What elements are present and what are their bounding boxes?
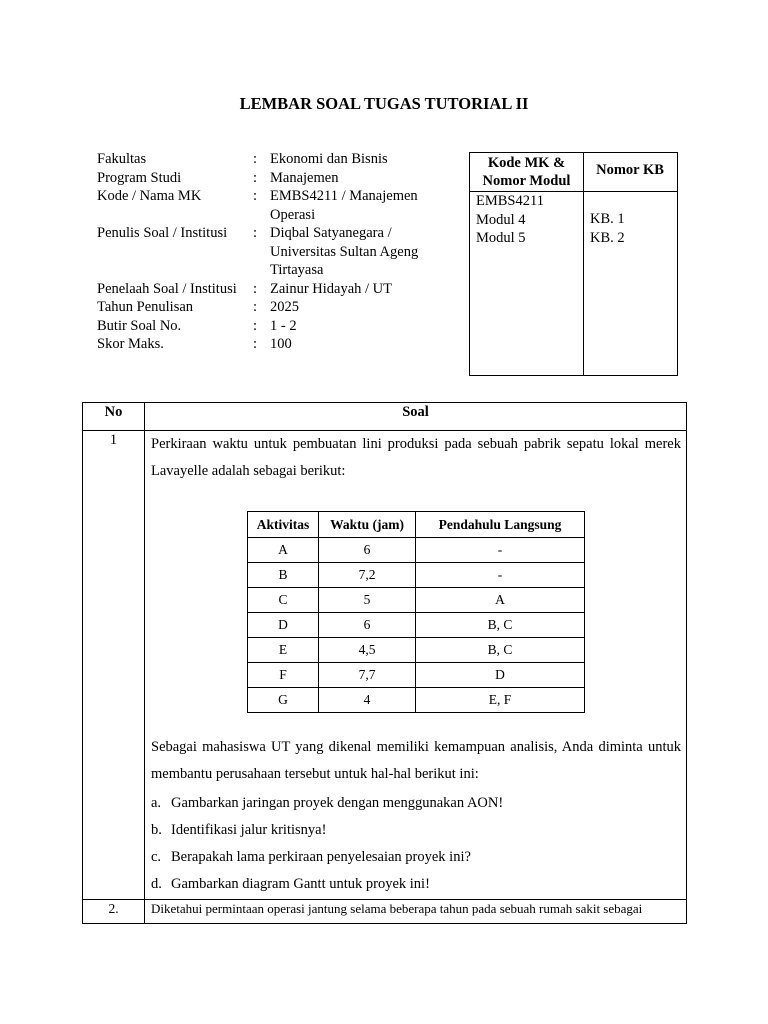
info-colon: : [253, 280, 258, 297]
info-row-program-studi [97, 169, 457, 188]
info-value: 100 [270, 336, 292, 352]
column-divider [583, 153, 584, 375]
row-divider [83, 899, 686, 900]
question-number: 1 [109, 432, 118, 448]
header-soal: Soal [402, 404, 429, 420]
table-cell: 6 [319, 613, 416, 638]
modul-item: Modul 5 [476, 230, 526, 246]
table-cell: B, C [416, 638, 585, 663]
info-value: 2025 [270, 299, 299, 315]
info-row-penulis [97, 224, 457, 280]
item-text: Gambarkan diagram Gantt untuk proyek ini! [171, 876, 430, 892]
list-item [151, 871, 681, 898]
table-cell: E [248, 638, 319, 663]
kb-list [590, 210, 625, 247]
item-label: b. [151, 822, 162, 838]
table-cell: D [248, 613, 319, 638]
info-row-tahun [97, 298, 457, 317]
info-colon: : [253, 299, 258, 315]
table-cell: C [248, 588, 319, 613]
table-cell: G [248, 688, 319, 713]
info-key: Penelaah Soal / Institusi [97, 280, 237, 297]
soal-table [82, 402, 687, 924]
table-row [248, 588, 585, 613]
info-key: Program Studi [97, 169, 182, 186]
info-row-skor [97, 335, 457, 354]
item-text: Gambarkan jaringan proyek dengan menggunakan AON! [171, 795, 504, 811]
table-cell: B [248, 563, 319, 588]
modul-item: EMBS4211 [476, 193, 544, 209]
table-cell: 4 [319, 688, 416, 713]
question-1-context: Sebagai mahasiswa UT yang dikenal memiliki kemampuan analisis, Anda diminta untuk membantu perusahaan tersebut untuk hal-hal berikut ini: [151, 739, 681, 782]
kb-item: KB. 2 [590, 229, 625, 246]
info-row-kode-mk [97, 187, 457, 224]
list-item [151, 790, 681, 817]
question-number: 2. [108, 901, 119, 916]
table-cell: F [248, 663, 319, 688]
info-row-penelaah [97, 280, 457, 299]
info-row-fakultas [97, 150, 457, 169]
column-header: Aktivitas [248, 512, 319, 538]
table-row [248, 538, 585, 563]
course-info [97, 150, 457, 354]
table-cell: B, C [416, 613, 585, 638]
modul-kb-table [469, 152, 678, 376]
kb-item: KB. 1 [590, 211, 625, 227]
list-item [151, 817, 681, 844]
header-no: No [104, 404, 123, 420]
table-row [248, 563, 585, 588]
info-colon: : [253, 336, 258, 352]
table-cell: A [416, 588, 585, 613]
info-colon: : [253, 188, 258, 204]
info-key: Butir Soal No. [97, 317, 182, 334]
table-row [248, 663, 585, 688]
table-cell: E, F [416, 688, 585, 713]
info-colon: : [253, 151, 258, 167]
column-divider [144, 403, 145, 923]
activity-table [247, 511, 585, 713]
table-row [248, 613, 585, 638]
header-line: Kode MK & [487, 155, 566, 171]
table-row [248, 688, 585, 713]
table-cell: 7,2 [319, 563, 416, 588]
table-row [248, 638, 585, 663]
table-header-row [248, 512, 585, 538]
modul-item: Modul 4 [476, 211, 526, 228]
info-key: Skor Maks. [97, 336, 164, 352]
page-title: LEMBAR SOAL TUGAS TUTORIAL II [239, 94, 529, 113]
table-cell: A [248, 538, 319, 563]
info-value: Manajemen [270, 169, 339, 186]
column-header: Waktu (jam) [319, 512, 416, 538]
info-colon: : [253, 225, 258, 241]
info-value: Zainur Hidayah / UT [270, 280, 393, 297]
table-cell: 5 [319, 588, 416, 613]
list-item [151, 844, 681, 871]
info-colon: : [253, 169, 258, 186]
info-value: 1 - 2 [270, 317, 297, 334]
info-key: Tahun Penulisan [97, 299, 194, 315]
header-kode-modul [470, 154, 583, 190]
header-line: Nomor Modul [482, 173, 571, 189]
table-cell: 7,7 [319, 663, 416, 688]
table-cell: - [416, 563, 585, 588]
question-1-items [151, 790, 681, 898]
table-cell: - [416, 538, 585, 563]
item-text: Berapakah lama perkiraan penyelesaian proyek ini? [171, 849, 471, 865]
info-colon: : [253, 317, 258, 334]
item-text: Identifikasi jalur kritisnya! [171, 822, 327, 838]
header-nomor-kb: Nomor KB [596, 162, 664, 178]
info-value: Diqbal Satyanegara / Universitas Sultan Ageng Tirtayasa [270, 225, 419, 278]
info-value: EMBS4211 / Manajemen Operasi [270, 188, 418, 223]
item-label: c. [151, 849, 162, 865]
table-cell: 4,5 [319, 638, 416, 663]
table-cell: D [416, 663, 585, 688]
column-header: Pendahulu Langsung [416, 512, 585, 538]
table-cell: 6 [319, 538, 416, 563]
item-label: d. [151, 876, 162, 892]
info-value: Ekonomi dan Bisnis [270, 151, 388, 167]
modul-list [476, 192, 544, 248]
question-2-text: Diketahui permintaan operasi jantung selama beberapa tahun pada sebuah rumah sakit sebagai [151, 901, 643, 916]
question-1-intro: Perkiraan waktu untuk pembuatan lini produksi pada sebuah pabrik sepatu lokal merek Lavayelle adalah sebagai berikut: [151, 436, 681, 479]
info-key: Fakultas [97, 151, 147, 167]
info-row-butir-soal [97, 317, 457, 336]
info-key: Kode / Nama MK [97, 188, 202, 204]
info-key: Penulis Soal / Institusi [97, 225, 228, 241]
item-label: a. [151, 795, 162, 811]
